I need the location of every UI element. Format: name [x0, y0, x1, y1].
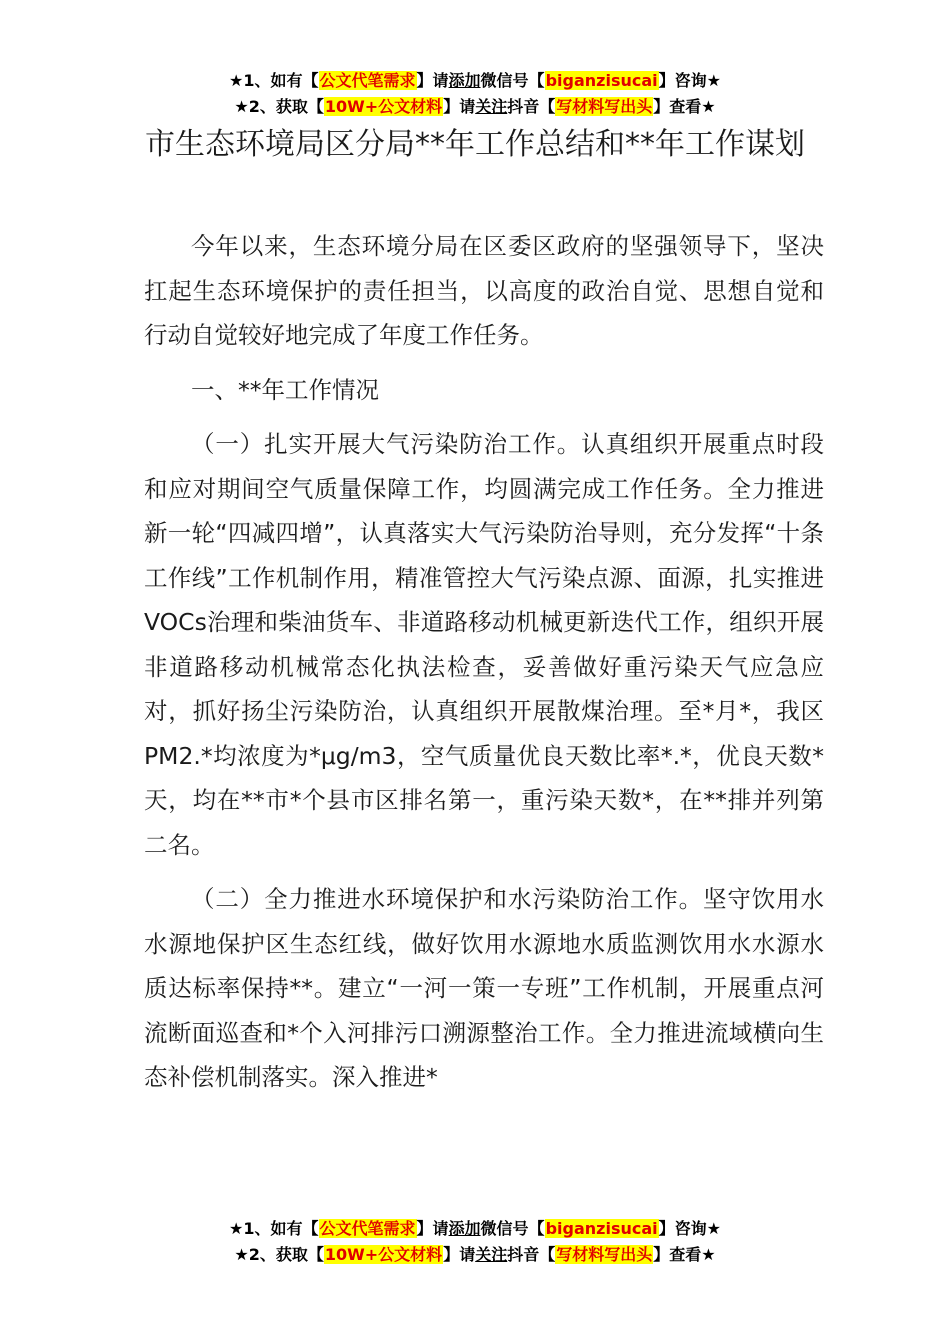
paragraph-intro: 今年以来，生态环境分局在区委区政府的坚强领导下，坚决扛起生态环境保护的责任担当，以高度的政治自觉、思想自觉和行动自觉较好地完成了年度工作任务。 [144, 232, 824, 349]
banner-line-2 [0, 1242, 950, 1268]
banner-text: 抖音【 [507, 97, 556, 116]
banner-line-2 [0, 94, 950, 120]
banner-highlight: 10W+公文材料 [324, 97, 443, 116]
banner-underlined: 关注 [475, 1245, 508, 1264]
banner-text: ★1、如有【 [229, 1219, 319, 1238]
banner-highlight: 公文代笔需求 [319, 71, 416, 90]
banner-text: 微信号【 [480, 71, 545, 90]
banner-highlight: 写材料写出头 [556, 1245, 653, 1264]
banner-underlined: 添加 [448, 71, 481, 90]
banner-highlight: 10W+公文材料 [324, 1245, 443, 1264]
paragraph-air-pollution: （一）扎实开展大气污染防治工作。认真组织开展重点时段和应对期间空气质量保障工作，均圆满完成工作任务。全力推进新一轮“四减四增”，认真落实大气污染防治导则，充分发挥“十条工作线”工作机制作用，精准管控大气污染点源、面源，扎实推进VOCs治理和柴油货车、非道路移动机械更新迭代工作，组织开展非道路移动机械常态化执法检查，妥善做好重污染天气应急应对，抓好扬尘污染防治，认真组织开展散煤治理。至*月*，我区PM2.*均浓度为*μg/m3，空气质量优良天数比率*.*，优良天数*天，均在**市*个县市区排名第一，重污染天数*，在**排并列第二名。 [144, 430, 824, 859]
banner-text: ★2、获取【 [234, 1245, 324, 1264]
document-body [144, 224, 824, 1110]
paragraph-water-protection: （二）全力推进水环境保护和水污染防治工作。坚守饮用水水源地保护区生态红线，做好饮用水源地水质监测饮用水水源水质达标率保持**。建立“一河一策一专班”工作机制，开展重点河流断面巡查和*个入河排污口溯源整治工作。全力推进流域横向生态补偿机制落实。深入推进* [144, 885, 824, 1091]
header-banner [0, 68, 950, 120]
banner-text: ★2、获取【 [234, 97, 324, 116]
banner-text: 】请 [443, 1245, 476, 1264]
banner-text: 微信号【 [480, 1219, 545, 1238]
banner-text: 】咨询★ [658, 1219, 721, 1238]
banner-text: 】查看★ [653, 97, 716, 116]
banner-text: 】咨询★ [658, 71, 721, 90]
banner-highlight: biganzisucai [545, 1219, 658, 1238]
banner-text: 】请 [443, 97, 476, 116]
banner-highlight: biganzisucai [545, 71, 658, 90]
document-title: 市生态环境局区分局**年工作总结和**年工作谋划 [145, 127, 805, 162]
banner-text: 抖音【 [507, 1245, 556, 1264]
banner-underlined: 添加 [448, 1219, 481, 1238]
banner-highlight: 公文代笔需求 [319, 1219, 416, 1238]
banner-text: 】请 [416, 1219, 449, 1238]
banner-highlight: 写材料写出头 [556, 97, 653, 116]
banner-text: ★1、如有【 [229, 71, 319, 90]
banner-line-1 [0, 1216, 950, 1242]
footer-banner [0, 1216, 950, 1268]
banner-text: 】查看★ [653, 1245, 716, 1264]
section-heading: 一、**年工作情况 [191, 375, 379, 404]
banner-line-1 [0, 68, 950, 94]
banner-underlined: 关注 [475, 97, 508, 116]
banner-text: 】请 [416, 71, 449, 90]
